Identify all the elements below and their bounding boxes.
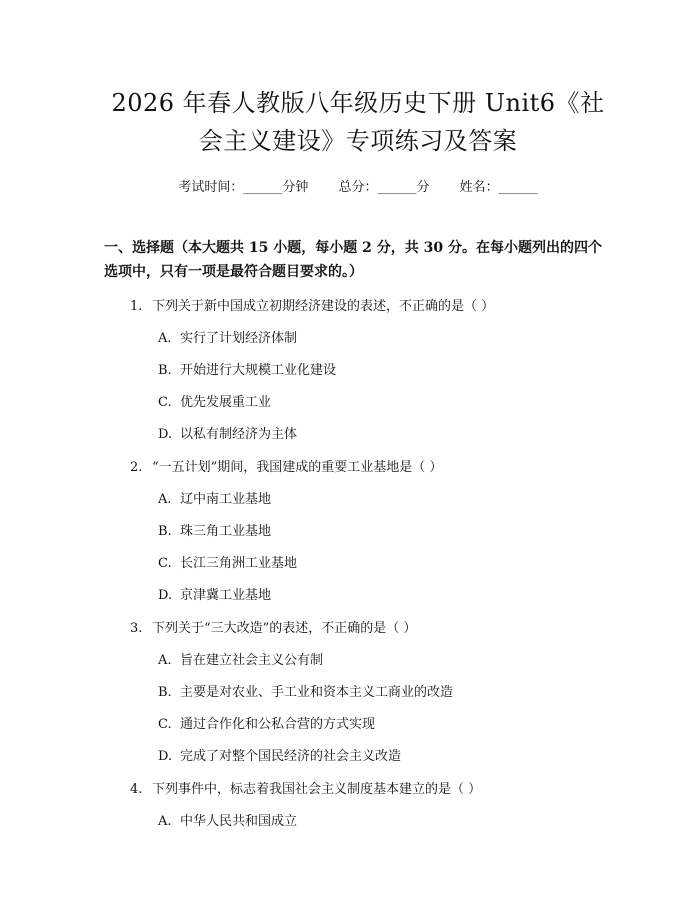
question-number: 2. <box>130 460 143 475</box>
question-2-option-d <box>158 586 612 606</box>
question-2 <box>130 458 612 478</box>
option-letter: C. <box>158 395 172 410</box>
title-line-2: 会主义建设》专项练习及答案 <box>198 127 518 155</box>
question-4 <box>130 780 612 800</box>
question-text: 下列事件中，标志着我国社会主义制度基本建立的是（ ） <box>152 782 482 797</box>
question-2-option-a <box>158 490 612 510</box>
option-text: 旨在建立社会主义公有制 <box>180 653 324 668</box>
question-number: 4. <box>130 782 143 797</box>
option-text: 优先发展重工业 <box>180 395 272 410</box>
question-1-option-b <box>158 361 612 381</box>
question-2-option-c <box>158 554 612 574</box>
question-3-option-a <box>158 651 612 671</box>
question-text: “一五计划”期间，我国建成的重要工业基地是（ ） <box>152 460 443 475</box>
question-number: 3. <box>130 621 143 636</box>
question-1 <box>130 297 612 317</box>
option-letter: D. <box>158 427 173 442</box>
question-3-option-c <box>158 715 612 735</box>
option-text: 开始进行大规模工业化建设 <box>180 363 337 378</box>
option-letter: D. <box>158 749 173 764</box>
question-3-option-d <box>158 747 612 767</box>
section-1-heading: 一、选择题（本大题共 15 小题，每小题 2 分，共 30 分。在每小题列出的四个选项中，只有一项是最符合题目要求的。） <box>104 240 602 280</box>
total-score-field: 总分：______分 <box>338 180 430 195</box>
option-letter: A. <box>158 814 172 829</box>
exam-time-field: 考试时间：______分钟 <box>178 180 309 195</box>
question-1-option-a <box>158 329 612 349</box>
option-letter: A. <box>158 331 172 346</box>
option-letter: A. <box>158 653 172 668</box>
option-text: 长江三角洲工业基地 <box>180 556 298 571</box>
option-letter: C. <box>158 556 172 571</box>
option-text: 实行了计划经济体制 <box>180 331 298 346</box>
option-letter: B. <box>158 363 172 378</box>
option-text: 通过合作化和公私合营的方式实现 <box>180 717 376 732</box>
question-1-option-c <box>158 393 612 413</box>
document-title <box>104 0 612 160</box>
option-letter: D. <box>158 588 173 603</box>
question-text: 下列关于“三大改造”的表述，不正确的是（ ） <box>152 621 417 636</box>
question-4-option-a <box>158 812 612 832</box>
option-text: 以私有制经济为主体 <box>180 427 298 442</box>
question-list <box>104 297 612 832</box>
option-text: 辽中南工业基地 <box>180 492 272 507</box>
option-letter: B. <box>158 524 172 539</box>
title-line-1: 2026 年春人教版八年级历史下册 Unit6《社 <box>111 89 605 117</box>
option-text: 京津冀工业基地 <box>180 588 272 603</box>
option-text: 完成了对整个国民经济的社会主义改造 <box>180 749 402 764</box>
question-3 <box>130 619 612 639</box>
question-number: 1. <box>130 299 143 314</box>
option-text: 中华人民共和国成立 <box>180 814 298 829</box>
question-2-option-b <box>158 522 612 542</box>
question-text: 下列关于新中国成立初期经济建设的表述，不正确的是（ ） <box>152 299 495 314</box>
option-letter: B. <box>158 685 172 700</box>
option-letter: A. <box>158 492 172 507</box>
option-letter: C. <box>158 717 172 732</box>
name-field: 姓名：______ <box>459 180 538 195</box>
option-text: 珠三角工业基地 <box>180 524 272 539</box>
option-text: 主要是对农业、手工业和资本主义工商业的改造 <box>180 685 454 700</box>
question-1-option-d <box>158 425 612 445</box>
exam-meta <box>104 178 612 198</box>
question-3-option-b <box>158 683 612 703</box>
